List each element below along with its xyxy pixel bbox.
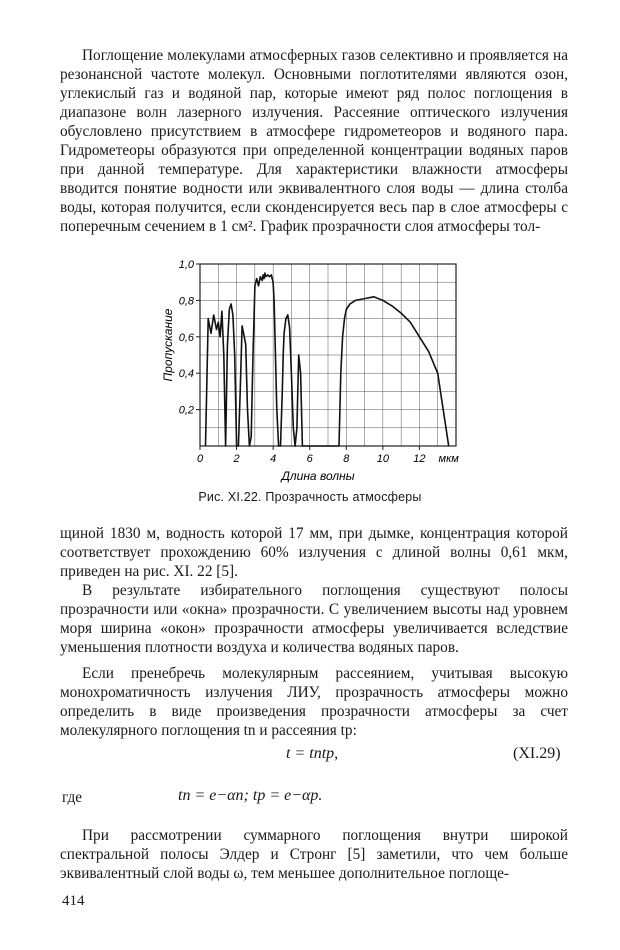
x-tick-label: 0 bbox=[196, 453, 204, 465]
x-axis-label: Длина волны bbox=[281, 469, 355, 483]
x-tick-label: 2 bbox=[233, 453, 240, 465]
page-number: 414 bbox=[62, 893, 85, 909]
figure-caption: Рис. XI.22. Прозрачность атмосферы bbox=[198, 490, 422, 504]
equation-number: (XI.29) bbox=[513, 745, 561, 762]
x-tick-label: 12 bbox=[413, 453, 426, 465]
equation-where-label: где bbox=[62, 789, 83, 806]
y-axis-label: Пропускание bbox=[161, 308, 175, 382]
equation-xi-29: t = tntp, bbox=[286, 745, 339, 762]
transmission-chart-svg bbox=[150, 254, 470, 484]
transmission-chart bbox=[150, 254, 470, 484]
x-tick-label: 8 bbox=[343, 453, 350, 465]
y-tick-label: 0,8 bbox=[178, 295, 194, 308]
x-unit-label: мкм bbox=[438, 453, 459, 465]
series-line-transmission bbox=[206, 273, 449, 446]
paragraph-1: Поглощение молекулами атмосферных газов селективно и проявляется на резонансной частоте молекул. Основными поглотителями являются озон, углекислый газ и водяной пар, которые имеют ряд полос поглощения в диапазоне волн лазерного излучения. Рассеяние оптического излучения обусловлено присутствием в атмосфере гидрометеоров и водяного пара. Гидрометеоры образуются при определенной концентрации водяных паров при данной температуре. Для характеристики влажности атмосферы вводится понятие водности или эквивалентного слоя воды — длина столба воды, которая получится, если сконденсируется весь пар в слое атмосферы с поперечным сечением в 1 см². График прозрачности слоя атмосферы тол- bbox=[60, 47, 568, 235]
y-tick-label: 1,0 bbox=[178, 259, 194, 271]
x-tick-label: 6 bbox=[306, 453, 313, 465]
y-tick-label: 0,4 bbox=[178, 368, 194, 381]
paragraph-4: Если пренебречь молекулярным рассеянием, учитывая высокую монохроматичность излучения ЛИУ, прозрачность атмосферы можно определить в виде произведения прозрачности атмосферы за счет молекулярного поглощения tn и рассеяния tp: bbox=[60, 665, 568, 739]
y-tick-label: 0,6 bbox=[178, 331, 194, 344]
y-tick-label: 0,2 bbox=[178, 404, 194, 417]
paragraph-5: При рассмотрении суммарного поглощения внутри широкой спектральной полосы Элдер и Стронг [5] заметили, что чем больше эквивалентный слой воды ω, тем меньшее дополнительное поглоще- bbox=[60, 827, 568, 882]
paragraph-2: щиной 1830 м, водность которой 17 мм, при дымке, концентрация которой соответствует прохождению 60% излучения с длиной волны 0,61 мкм, приведен на рис. XI. 22 [5]. bbox=[60, 525, 568, 580]
paragraph-3: В результате избирательного поглощения существуют полосы прозрачности или «окна» прозрачности. С увеличением высоты над уровнем моря ширина «окон» прозрачности атмосферы увеличивается вследствие уменьшения плотности воздуха и количества водяных паров. bbox=[60, 582, 568, 656]
x-tick-label: 10 bbox=[376, 453, 389, 465]
equation-definitions: tn = e−αn; tp = e−αp. bbox=[178, 787, 323, 804]
x-tick-label: 4 bbox=[270, 453, 277, 465]
